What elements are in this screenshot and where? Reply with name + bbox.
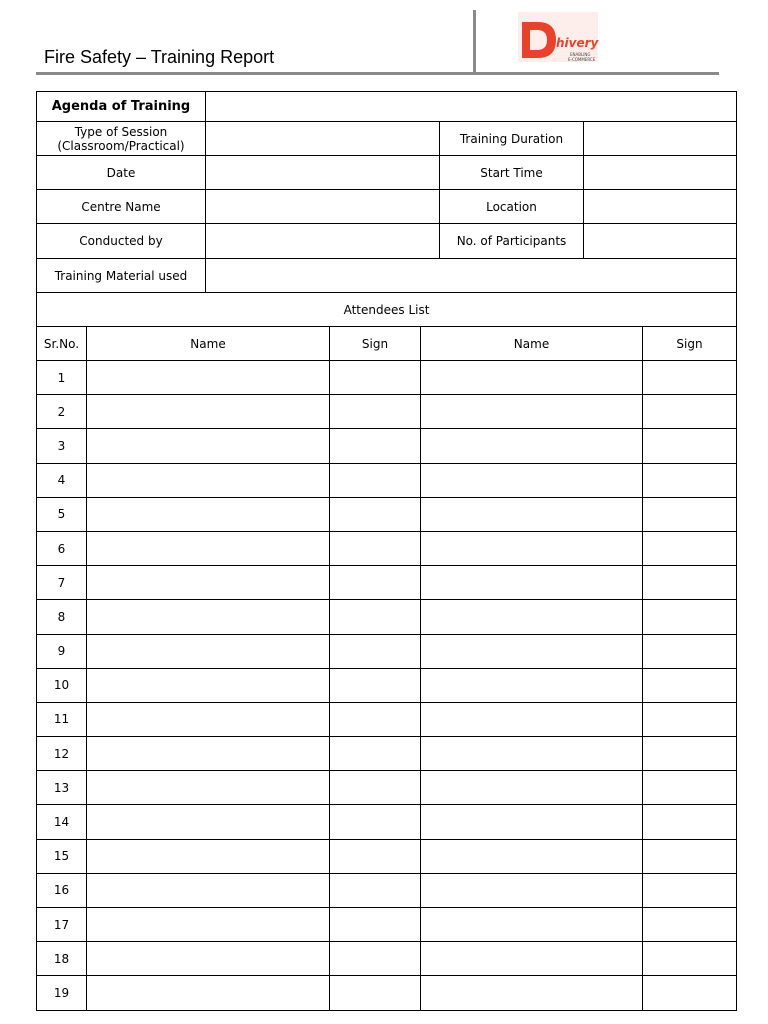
sign-cell[interactable]	[643, 908, 737, 942]
table-row	[37, 429, 737, 463]
header-divider-horizontal	[36, 72, 719, 75]
svg-text:ENABLING: ENABLING	[570, 52, 591, 57]
sign-cell[interactable]	[643, 566, 737, 600]
table-row	[37, 463, 737, 497]
sign-cell[interactable]	[330, 361, 421, 395]
start-time-value-cell[interactable]	[584, 156, 737, 190]
name-cell[interactable]	[421, 873, 643, 907]
row-number: 9	[37, 634, 87, 668]
name-cell[interactable]	[421, 702, 643, 736]
name-cell[interactable]	[87, 873, 330, 907]
sign-cell[interactable]	[330, 634, 421, 668]
name-cell[interactable]	[87, 771, 330, 805]
sign-cell[interactable]	[330, 908, 421, 942]
row-number: 18	[37, 942, 87, 976]
column-header-sign: Sign	[330, 327, 421, 361]
table-row	[37, 942, 737, 976]
location-label: Location	[440, 190, 584, 224]
sign-cell[interactable]	[330, 600, 421, 634]
sign-cell[interactable]	[643, 839, 737, 873]
row-number: 11	[37, 702, 87, 736]
sign-cell[interactable]	[643, 429, 737, 463]
name-cell[interactable]	[421, 395, 643, 429]
name-cell[interactable]	[87, 668, 330, 702]
sign-cell[interactable]	[330, 839, 421, 873]
sign-cell[interactable]	[330, 395, 421, 429]
header-divider-vertical	[473, 10, 476, 72]
participants-value-cell[interactable]	[584, 224, 737, 259]
name-cell[interactable]	[421, 976, 643, 1010]
session-type-label	[37, 122, 206, 156]
name-cell[interactable]	[421, 942, 643, 976]
table-row	[37, 395, 737, 429]
conducted-by-value-cell[interactable]	[206, 224, 440, 259]
column-header-name: Name	[87, 327, 330, 361]
svg-text:hivery: hivery	[556, 36, 599, 50]
sign-cell[interactable]	[330, 463, 421, 497]
session-type-label-line1: Type of Session	[74, 124, 168, 139]
name-cell[interactable]	[421, 497, 643, 531]
sign-cell[interactable]	[330, 531, 421, 565]
row-number: 2	[37, 395, 87, 429]
name-cell[interactable]	[87, 600, 330, 634]
session-type-label-line2: (Classroom/Practical)	[57, 138, 185, 153]
sign-cell[interactable]	[330, 976, 421, 1010]
name-cell[interactable]	[421, 634, 643, 668]
row-number: 16	[37, 873, 87, 907]
column-header-name: Name	[421, 327, 643, 361]
centre-name-label: Centre Name	[37, 190, 206, 224]
name-cell[interactable]	[421, 361, 643, 395]
sign-cell[interactable]	[330, 805, 421, 839]
sign-cell[interactable]	[643, 737, 737, 771]
row-number: 17	[37, 908, 87, 942]
sign-cell[interactable]	[643, 771, 737, 805]
start-time-label: Start Time	[440, 156, 584, 190]
company-logo	[516, 12, 600, 66]
name-cell[interactable]	[421, 531, 643, 565]
sign-cell[interactable]	[330, 668, 421, 702]
table-row	[37, 531, 737, 565]
sign-cell[interactable]	[643, 668, 737, 702]
name-cell[interactable]	[87, 839, 330, 873]
name-cell[interactable]	[421, 429, 643, 463]
name-cell[interactable]	[421, 600, 643, 634]
name-cell[interactable]	[421, 805, 643, 839]
table-row	[37, 737, 737, 771]
sign-cell[interactable]	[643, 976, 737, 1010]
material-label: Training Material used	[37, 259, 206, 293]
name-cell[interactable]	[421, 908, 643, 942]
row-number: 4	[37, 463, 87, 497]
name-cell[interactable]	[421, 771, 643, 805]
svg-text:E-COMMERCE: E-COMMERCE	[568, 57, 596, 62]
participants-label: No. of Participants	[440, 224, 584, 259]
centre-name-value-cell[interactable]	[206, 190, 440, 224]
table-row	[37, 668, 737, 702]
name-cell[interactable]	[87, 737, 330, 771]
agenda-label: Agenda of Training	[37, 92, 206, 122]
agenda-value-cell[interactable]	[206, 92, 737, 122]
table-row	[37, 873, 737, 907]
sign-cell[interactable]	[643, 805, 737, 839]
sign-cell[interactable]	[643, 531, 737, 565]
date-label: Date	[37, 156, 206, 190]
sign-cell[interactable]	[643, 702, 737, 736]
row-number: 19	[37, 976, 87, 1010]
name-cell[interactable]	[87, 429, 330, 463]
name-cell[interactable]	[87, 908, 330, 942]
name-cell[interactable]	[87, 463, 330, 497]
table-row	[37, 634, 737, 668]
table-row	[37, 497, 737, 531]
sign-cell[interactable]	[330, 942, 421, 976]
duration-value-cell[interactable]	[584, 122, 737, 156]
table-row	[37, 839, 737, 873]
name-cell[interactable]	[421, 463, 643, 497]
sign-cell[interactable]	[330, 497, 421, 531]
row-number: 12	[37, 737, 87, 771]
material-value-cell[interactable]	[206, 259, 737, 293]
sign-cell[interactable]	[643, 942, 737, 976]
column-header-srno: Sr.No.	[37, 327, 87, 361]
name-cell[interactable]	[421, 566, 643, 600]
attendees-title: Attendees List	[37, 293, 737, 327]
name-cell[interactable]	[87, 497, 330, 531]
table-row	[37, 976, 737, 1010]
sign-cell[interactable]	[643, 361, 737, 395]
row-number: 10	[37, 668, 87, 702]
sign-cell[interactable]	[643, 395, 737, 429]
page-title: Fire Safety – Training Report	[44, 47, 275, 67]
table-row	[37, 702, 737, 736]
name-cell[interactable]	[87, 702, 330, 736]
row-number: 14	[37, 805, 87, 839]
duration-label: Training Duration	[440, 122, 584, 156]
name-cell[interactable]	[87, 395, 330, 429]
name-cell[interactable]	[87, 566, 330, 600]
table-row	[37, 566, 737, 600]
name-cell[interactable]	[87, 976, 330, 1010]
name-cell[interactable]	[87, 634, 330, 668]
sign-cell[interactable]	[643, 600, 737, 634]
sign-cell[interactable]	[643, 873, 737, 907]
training-info-table	[36, 91, 737, 293]
table-row	[37, 600, 737, 634]
name-cell[interactable]	[421, 839, 643, 873]
name-cell[interactable]	[87, 531, 330, 565]
name-cell[interactable]	[87, 805, 330, 839]
row-number: 7	[37, 566, 87, 600]
row-number: 3	[37, 429, 87, 463]
location-value-cell[interactable]	[584, 190, 737, 224]
table-row	[37, 361, 737, 395]
table-row	[37, 771, 737, 805]
name-cell[interactable]	[87, 942, 330, 976]
row-number: 5	[37, 497, 87, 531]
table-row	[37, 805, 737, 839]
name-cell[interactable]	[421, 668, 643, 702]
sign-cell[interactable]	[330, 429, 421, 463]
row-number: 13	[37, 771, 87, 805]
attendees-table	[36, 292, 737, 1011]
table-row	[37, 908, 737, 942]
row-number: 6	[37, 531, 87, 565]
name-cell[interactable]	[87, 361, 330, 395]
row-number: 1	[37, 361, 87, 395]
name-cell[interactable]	[421, 737, 643, 771]
sign-cell[interactable]	[330, 737, 421, 771]
conducted-by-label: Conducted by	[37, 224, 206, 259]
session-type-value-cell[interactable]	[206, 122, 440, 156]
sign-cell[interactable]	[643, 634, 737, 668]
row-number: 8	[37, 600, 87, 634]
sign-cell[interactable]	[330, 566, 421, 600]
row-number: 15	[37, 839, 87, 873]
column-header-sign: Sign	[643, 327, 737, 361]
sign-cell[interactable]	[330, 873, 421, 907]
date-value-cell[interactable]	[206, 156, 440, 190]
sign-cell[interactable]	[330, 702, 421, 736]
sign-cell[interactable]	[643, 463, 737, 497]
sign-cell[interactable]	[643, 497, 737, 531]
sign-cell[interactable]	[330, 771, 421, 805]
